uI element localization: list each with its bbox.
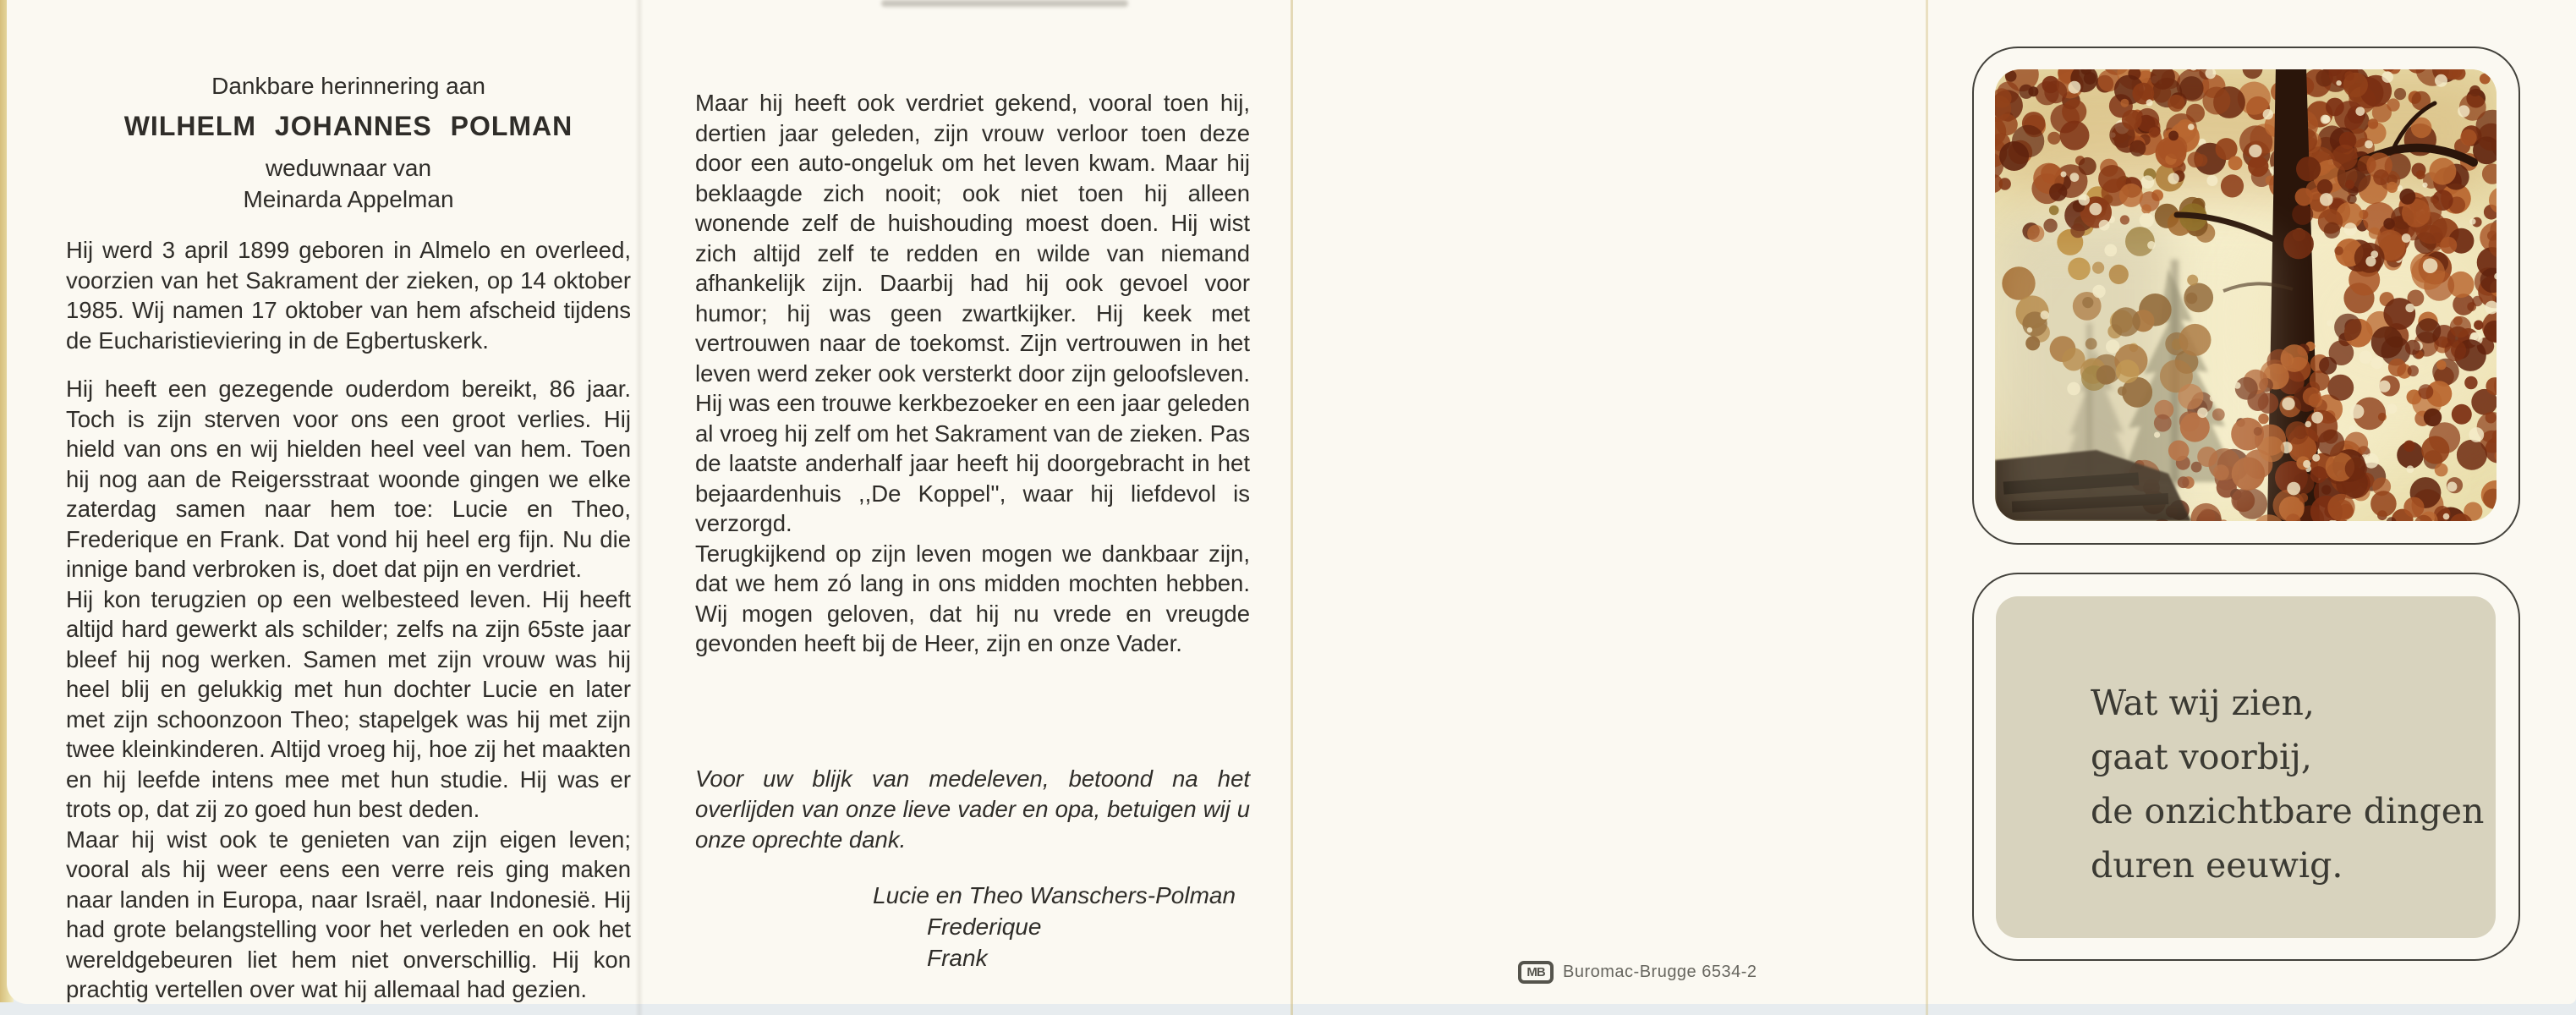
deceased-name: WILHELM JOHANNES POLMAN xyxy=(123,111,573,141)
memorial-header xyxy=(66,73,631,213)
paragraph-sorrow: Maar hij heeft ook verdriet gekend, vooral toen hij, dertien jaar geleden, zijn vrouw verloor toen deze door een auto-ongeluk om het leven kwam. Maar hij beklaagde zich nooit; ook niet toen hij alleen wonende zelf de huishouding moest doen. Hij wist zich altijd zelf te redden en wilde van niemand afhankelijk zijn. Daarbij had hij ook gevoel voor humor; hij was geen zwartkijker. Hij keek met vertrouwen naar de toekomst. Zijn vertrouwen in het leven werd zeker ook versterkt door zijn geloofsleven. Hij was een trouwe kerkbezoeker en een jaar geleden al vroeg hij zelf om het Sakrament van de zieken. Pas de laatste anderhalf jaar heeft hij doorgebracht in het bejaardenhuis ,,De Koppel'', waar hij liefdevol is verzorgd. xyxy=(695,90,1250,536)
relation-line: weduwnaar van xyxy=(265,155,432,181)
quote-line-2: gaat voorbij, xyxy=(2091,737,2312,777)
quote-line-3: de onzichtbare dingen xyxy=(2091,791,2485,831)
fold-crease-2 xyxy=(1291,0,1293,1015)
scan-smudge xyxy=(881,0,1128,7)
fold-crease-3 xyxy=(1926,0,1928,1015)
memorial-quote xyxy=(1996,596,2496,892)
thanks-paragraph: Voor uw blijk van medeleven, betoond na het overlijden van onze lieve vader en opa, betuigen wij u onze oprechte dank. xyxy=(695,765,1250,853)
printer-imprint-text: Buromac-Brugge 6534-2 xyxy=(1563,963,1757,981)
buromac-logo-icon: MB xyxy=(1518,961,1554,984)
spouse-name: Meinarda Appelman xyxy=(243,186,454,212)
quote-line-1: Wat wij zien, xyxy=(2091,683,2315,723)
signature-block xyxy=(873,880,1236,974)
quote-frame xyxy=(1972,573,2520,961)
autumn-photo-svg xyxy=(1995,69,2497,521)
paragraph-life-1: Hij heeft een gezegende ouderdom bereikt, 86 jaar. Toch is zijn sterven voor ons een groot verlies. Hij hield van ons en wij hielden heel veel van hem. Toen hij nog aan de Reigersstraat woonde gingen we elke zaterdag samen naar hem toe: Lucie en Theo, Frederique en Frank. Dat vond hij heel erg fijn. Nu die innige band verbroken is, doet dat pijn en verdriet. xyxy=(66,376,631,582)
quote-box xyxy=(1996,596,2496,938)
paragraph-life-3: Maar hij wist ook te genieten van zijn eigen leven; vooral als hij weer eens een verre reis ging maken naar landen in Europa, naar Israël, naar Indonesië. Hij had grote belangstelling voor het verleden en ook het wereldgebeuren liet hem niet onverschillig. Hij kon prachtig vertellen over wat hij allemaal had gezien. xyxy=(66,826,631,1002)
photo-frame xyxy=(1972,47,2520,545)
intro-line: Dankbare herinnering aan xyxy=(211,73,485,99)
paragraph-birth-death: Hij werd 3 april 1899 geboren in Almelo en overleed, voorzien van het Sakrament der zieken, op 14 oktober 1985. Wij namen 17 oktober van hem afscheid tijdens de Eucharistieviering in de Egbertuskerk. xyxy=(66,237,631,354)
quote-line-4: duren eeuwig. xyxy=(2091,845,2343,886)
signature-line-3: Frank xyxy=(927,945,988,971)
paragraph-life-2: Hij kon terugzien op een welbesteed leven. Hij heeft altijd hard gewerkt als schilder; zelfs na zijn 65ste jaar bleef hij nog werken. Samen met zijn vrouw was hij heel blij en gelukkig met hun dochter Lucie en later met zijn schoonzoon Theo; stapelgek was hij met zijn twee kleinkinderen. Altijd vroeg hij, hoe zij het maakten en hij leefde intens mee met hun studie. Hij was er trots op, dat zij zo goed hun best deden. xyxy=(66,585,631,822)
panel-middle-memorial-text xyxy=(695,88,1250,659)
signature-line-1: Lucie en Theo Wanschers-Polman xyxy=(873,882,1236,908)
autumn-trees-photo xyxy=(1995,69,2497,521)
paragraph-closing: Terugkijkend op zijn leven mogen we dankbaar zijn, dat we hem zó lang in ons midden mochten hebben. Wij mogen geloven, dat hij nu vrede en vreugde gevonden heeft bij de Heer, zijn en onze Vader. xyxy=(695,540,1250,656)
signature-line-2: Frederique xyxy=(927,914,1042,940)
fold-crease-1 xyxy=(635,0,644,1015)
panel-left-memorial-text xyxy=(66,73,631,1005)
printer-imprint xyxy=(1518,961,1757,984)
